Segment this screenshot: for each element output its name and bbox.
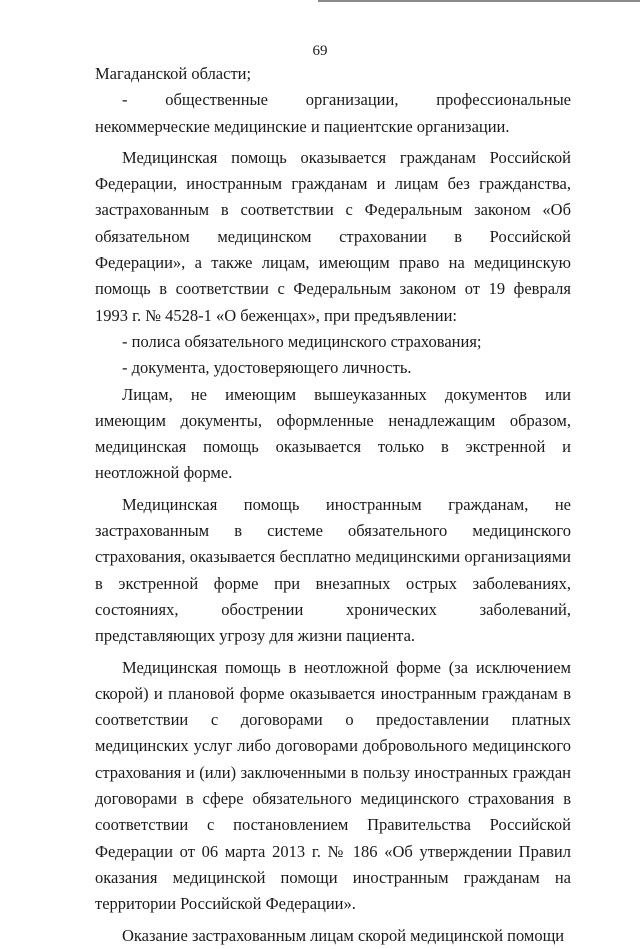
paragraph: Медицинская помощь оказывается гражданам Российской Федерации, иностранным гражданам и лицам без гражданства, застрахованным в соответствии с Федеральным законом «Об обязательном медицинском страховании в Российской Федерации», а также лицам, имеющим право на медицинскую помощь в соответствии с Федеральным законом от 19 февраля 1993 г. № 4528-1 «О беженцах», при предъявлении: [95,147,571,325]
page-number: 69 [312,43,328,59]
list-item: - документа, удостоверяющего личность. [122,358,412,378]
paragraph: Лицам, не имеющим вышеуказанных документов или имеющим документы, оформленные ненадлежащим образом, медицинская помощь оказывается только в экстренной и неотложной форме. [95,384,571,483]
paragraph: Медицинская помощь иностранным гражданам, не застрахованным в системе обязательного медицинского страхования, оказывается бесплатно медицинскими организациями в экстренной форме при внезапных острых заболеваниях, состояниях, обострении хронических заболеваний, представляющих угрозу для жизни пациента. [95,494,571,646]
paragraph: Магаданской области; [95,64,252,83]
scan-edge-line [318,0,640,2]
paragraph: Медицинская помощь в неотложной форме (за исключением скорой) и плановой форме оказывается иностранным гражданам в соответствии с договорами о предоставлении платных медицинских услуг либо договорами добровольного медицинского страхования и (или) заключенными в пользу иностранных граждан договорами в сфере обязательного медицинского страхования в соответствии с постановлением Правительства Российской Федерации от 06 марта 2013 г. № 186 «Об утверждении Правил оказания медицинской помощи иностранным гражданам на территории Российской Федерации». [95,657,571,914]
list-item: - полиса обязательного медицинского страхования; [122,331,482,351]
paragraph: - общественные организации, профессиональные некоммерческие медицинские и пациентские организации. [95,90,571,136]
paragraph: Оказание застрахованным лицам скорой медицинской помощи [122,925,565,945]
document-body [95,61,571,949]
